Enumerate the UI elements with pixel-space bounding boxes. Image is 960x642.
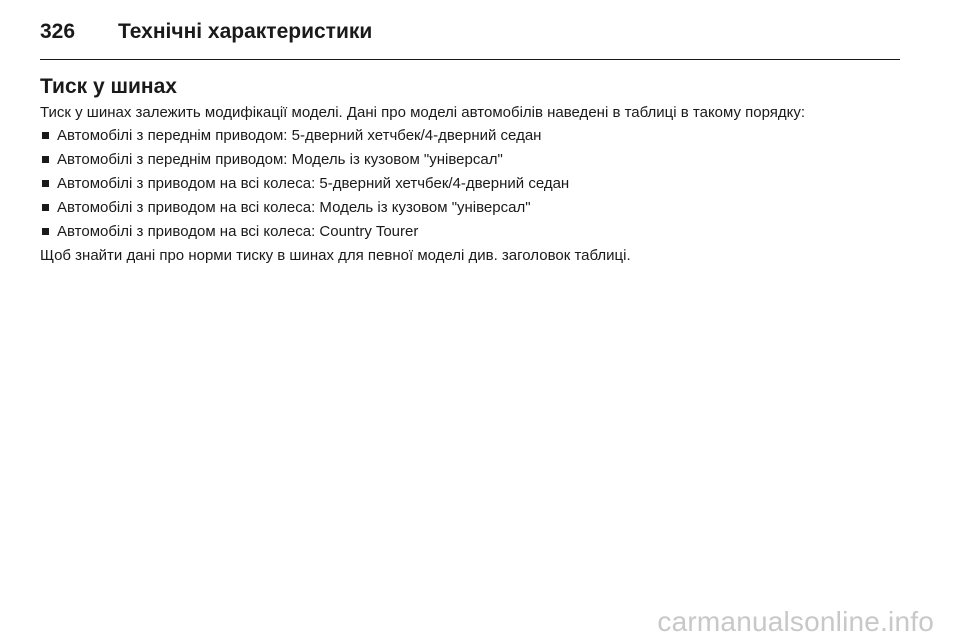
square-bullet-icon bbox=[42, 132, 49, 139]
square-bullet-icon bbox=[42, 204, 49, 211]
square-bullet-icon bbox=[42, 180, 49, 187]
list-item bbox=[40, 174, 920, 194]
running-title: Технічні характеристики bbox=[118, 20, 373, 43]
outro-paragraph: Щоб знайти дані про норми тиску в шинах для певної моделі див. заголовок таблиці. bbox=[40, 247, 631, 264]
list-item-text: Автомобілі з приводом на всі колеса: Модель із кузовом "універсал" bbox=[57, 199, 531, 216]
model-list bbox=[40, 126, 920, 242]
section-title: Тиск у шинах bbox=[40, 75, 177, 98]
page-header bbox=[40, 18, 900, 48]
list-item bbox=[40, 126, 920, 146]
list-item-text: Автомобілі з переднім приводом: Модель із кузовом "універсал" bbox=[57, 151, 503, 168]
watermark: carmanualsonline.info bbox=[657, 606, 934, 637]
list-item-text: Автомобілі з переднім приводом: 5-дверний хетчбек/4-дверний седан bbox=[57, 127, 542, 144]
page-number: 326 bbox=[40, 20, 76, 43]
list-item bbox=[40, 222, 920, 242]
page-content bbox=[40, 74, 920, 266]
intro-paragraph: Тиск у шинах залежить модифікації моделі. Дані про моделі автомобілів наведені в таблиці в такому порядку: bbox=[40, 104, 806, 121]
list-item-text: Автомобілі з приводом на всі колеса: Country Tourer bbox=[57, 223, 419, 240]
list-item bbox=[40, 150, 920, 170]
list-item bbox=[40, 198, 920, 218]
square-bullet-icon bbox=[42, 228, 49, 235]
list-item-text: Автомобілі з приводом на всі колеса: 5-дверний хетчбек/4-дверний седан bbox=[57, 175, 570, 192]
square-bullet-icon bbox=[42, 156, 49, 163]
header-rule bbox=[40, 59, 900, 60]
